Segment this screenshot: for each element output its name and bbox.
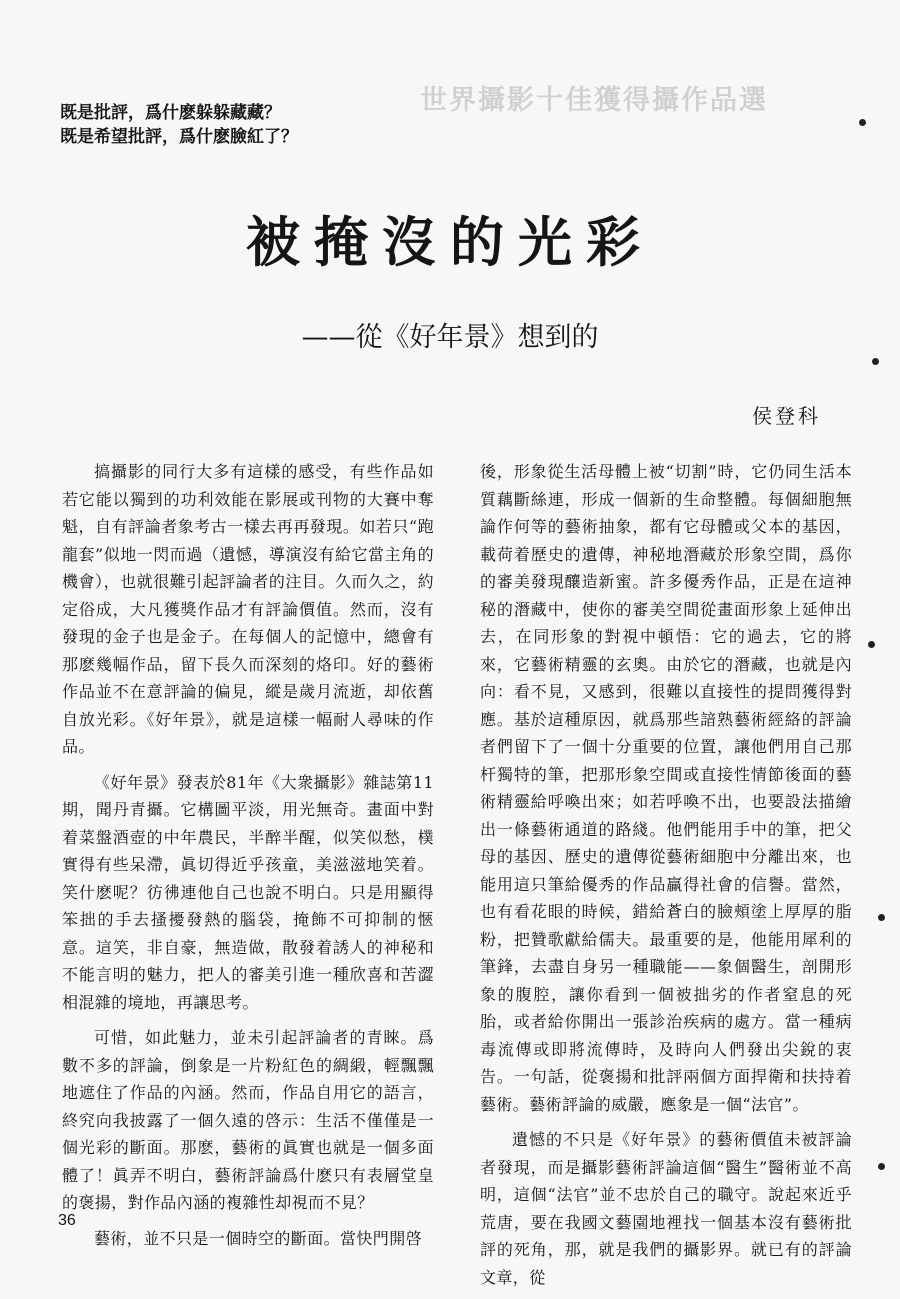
scan-speck [859,119,866,126]
scan-speck [878,1163,885,1170]
paragraph: 可惜，如此魅力，並未引起評論者的青睞。爲數不多的評論，倒象是一片粉紅色的綢緞，輕飄飄地遮住了作品的內涵。然而，作品自用它的語言，終究向我披露了一個久遠的啓示：生活不僅僅是一個光彩的斷面。那麽，藝術的眞實也就是一個多面體了！眞弄不明白，藝術評論爲什麽只有表層堂皇的褒揚，對作品內涵的複雜性却視而不見？ [62,1028,434,1212]
left-column [62,458,434,1260]
scan-speck [868,641,875,648]
paragraph: 《好年景》發表於81年《大衆攝影》雜誌第11期，聞丹青攝。它構圖平淡，用光無奇。畫面中對着菜盤酒壺的中年農民，半醉半醒，似笑似愁，樸實得有些呆滯，眞切得近乎孩童，美滋滋地笑着。笑什麽呢？彷彿連他自己也說不明白。只是用顯得笨拙的手去搔擾發熱的腦袋，掩飾不可抑制的愜意。這笑，非自豪，無造做，散發着誘人的神秘和不能言明的魅力，把人的審美引進一種欣喜和苦澀相混雜的境地，再讓思考。 [62,772,434,1012]
kicker-line-1: 既是批評，爲什麽躲躲藏藏？ [60,103,281,123]
page-number: 36 [58,1212,76,1229]
kicker-line-2: 既是希望批評，爲什麽臉紅了？ [60,127,298,147]
paragraph: 搞攝影的同行大多有這樣的感受，有些作品如若它能以獨到的功利效能在影展或刊物的大賽中奪魁，自有評論者象考古一樣去再再發現。如若只“跑龍套”似地一閃而過（遺憾，導演沒有給它當主角的機會），也就很難引起評論者的注目。久而久之，約定俗成，大凡獲獎作品才有評論價值。然而，沒有發現的金子也是金子。在每個人的記憶中，總會有那麽幾幅作品，留下長久而深刻的烙印。好的藝術作品並不在意評論的偏見，縱是歲月流逝，却依舊自放光彩。《好年景》，就是這樣一幅耐人尋味的作品。 [62,462,434,756]
paragraph: 藝術，並不只是一個時空的斷面。當快門開啓 [94,1228,423,1248]
paragraph: 後，形象從生活母體上被“切割”時，它仍同生活本質藕斷絲連，形成一個新的生命整體。每個細胞無論作何等的藝術抽象，都有它母體或父本的基因，載荷着歷史的遺傳，神秘地潛藏於形象空間，爲你的審美發現釀造新蜜。許多優秀作品，正是在這神秘的潛藏中，使你的審美空間從畫面形象上延伸出去，在同形象的對視中頓悟：它的過去，它的將來，它藝術精靈的玄奧。由於它的潛藏，也就是內向：看不見，又感到，很難以直接性的提問獲得對應。基於這種原因，就爲那些諳熟藝術經絡的評論者們留下了一個十分重要的位置，讓他們用自己那杆獨特的筆，把那形象空間或直接性情節後面的藝術精靈給呼喚出來；如若呼喚不出，也要設法描繪出一條藝術通道的路綫。他們能用手中的筆，把父母的基因、歷史的遺傳從藝術細胞中分離出來，也能用這只筆給優秀的作品贏得社會的信譽。當然，也有看花眼的時候，錯給蒼白的臉頰塗上厚厚的脂粉，把贊歌獻給儒夫。最重要的是，他能用犀利的筆鋒，去盡自身另一種職能——象個醫生，剖開形象的腹腔，讓你看到一個被拙劣的作者窒息的死胎，或者給你開出一張診治疾病的處方。當一種病毒流傳或即將流傳時，及時向人們發出尖銳的衷告。一句話，從褒揚和批評兩個方面捍衛和扶持着藝術。藝術評論的威嚴，應象是一個“法官”。 [480,462,852,1114]
kicker [60,101,298,149]
author-name: 侯登科 [752,404,821,428]
paragraph: 遺憾的不只是《好年景》的藝術價值未被評論者發現，而是攝影藝術評論這個“醫生”醫術並不高明，這個“法官”並不忠於自己的職守。說起來近乎荒唐，要在我國文藝園地裡找一個基本沒有藝術批評的死角，那，就是我們的攝影界。就已有的評論文章，從 [480,1130,852,1287]
article-title: 被掩沒的光彩 [246,210,654,274]
right-column [480,458,852,1299]
article-subtitle: ——從《好年景》想到的 [301,322,599,353]
faded-header-text: 世界攝影十佳獲得攝作品選 [420,85,768,116]
scan-speck [878,914,885,921]
scan-speck [872,358,879,365]
